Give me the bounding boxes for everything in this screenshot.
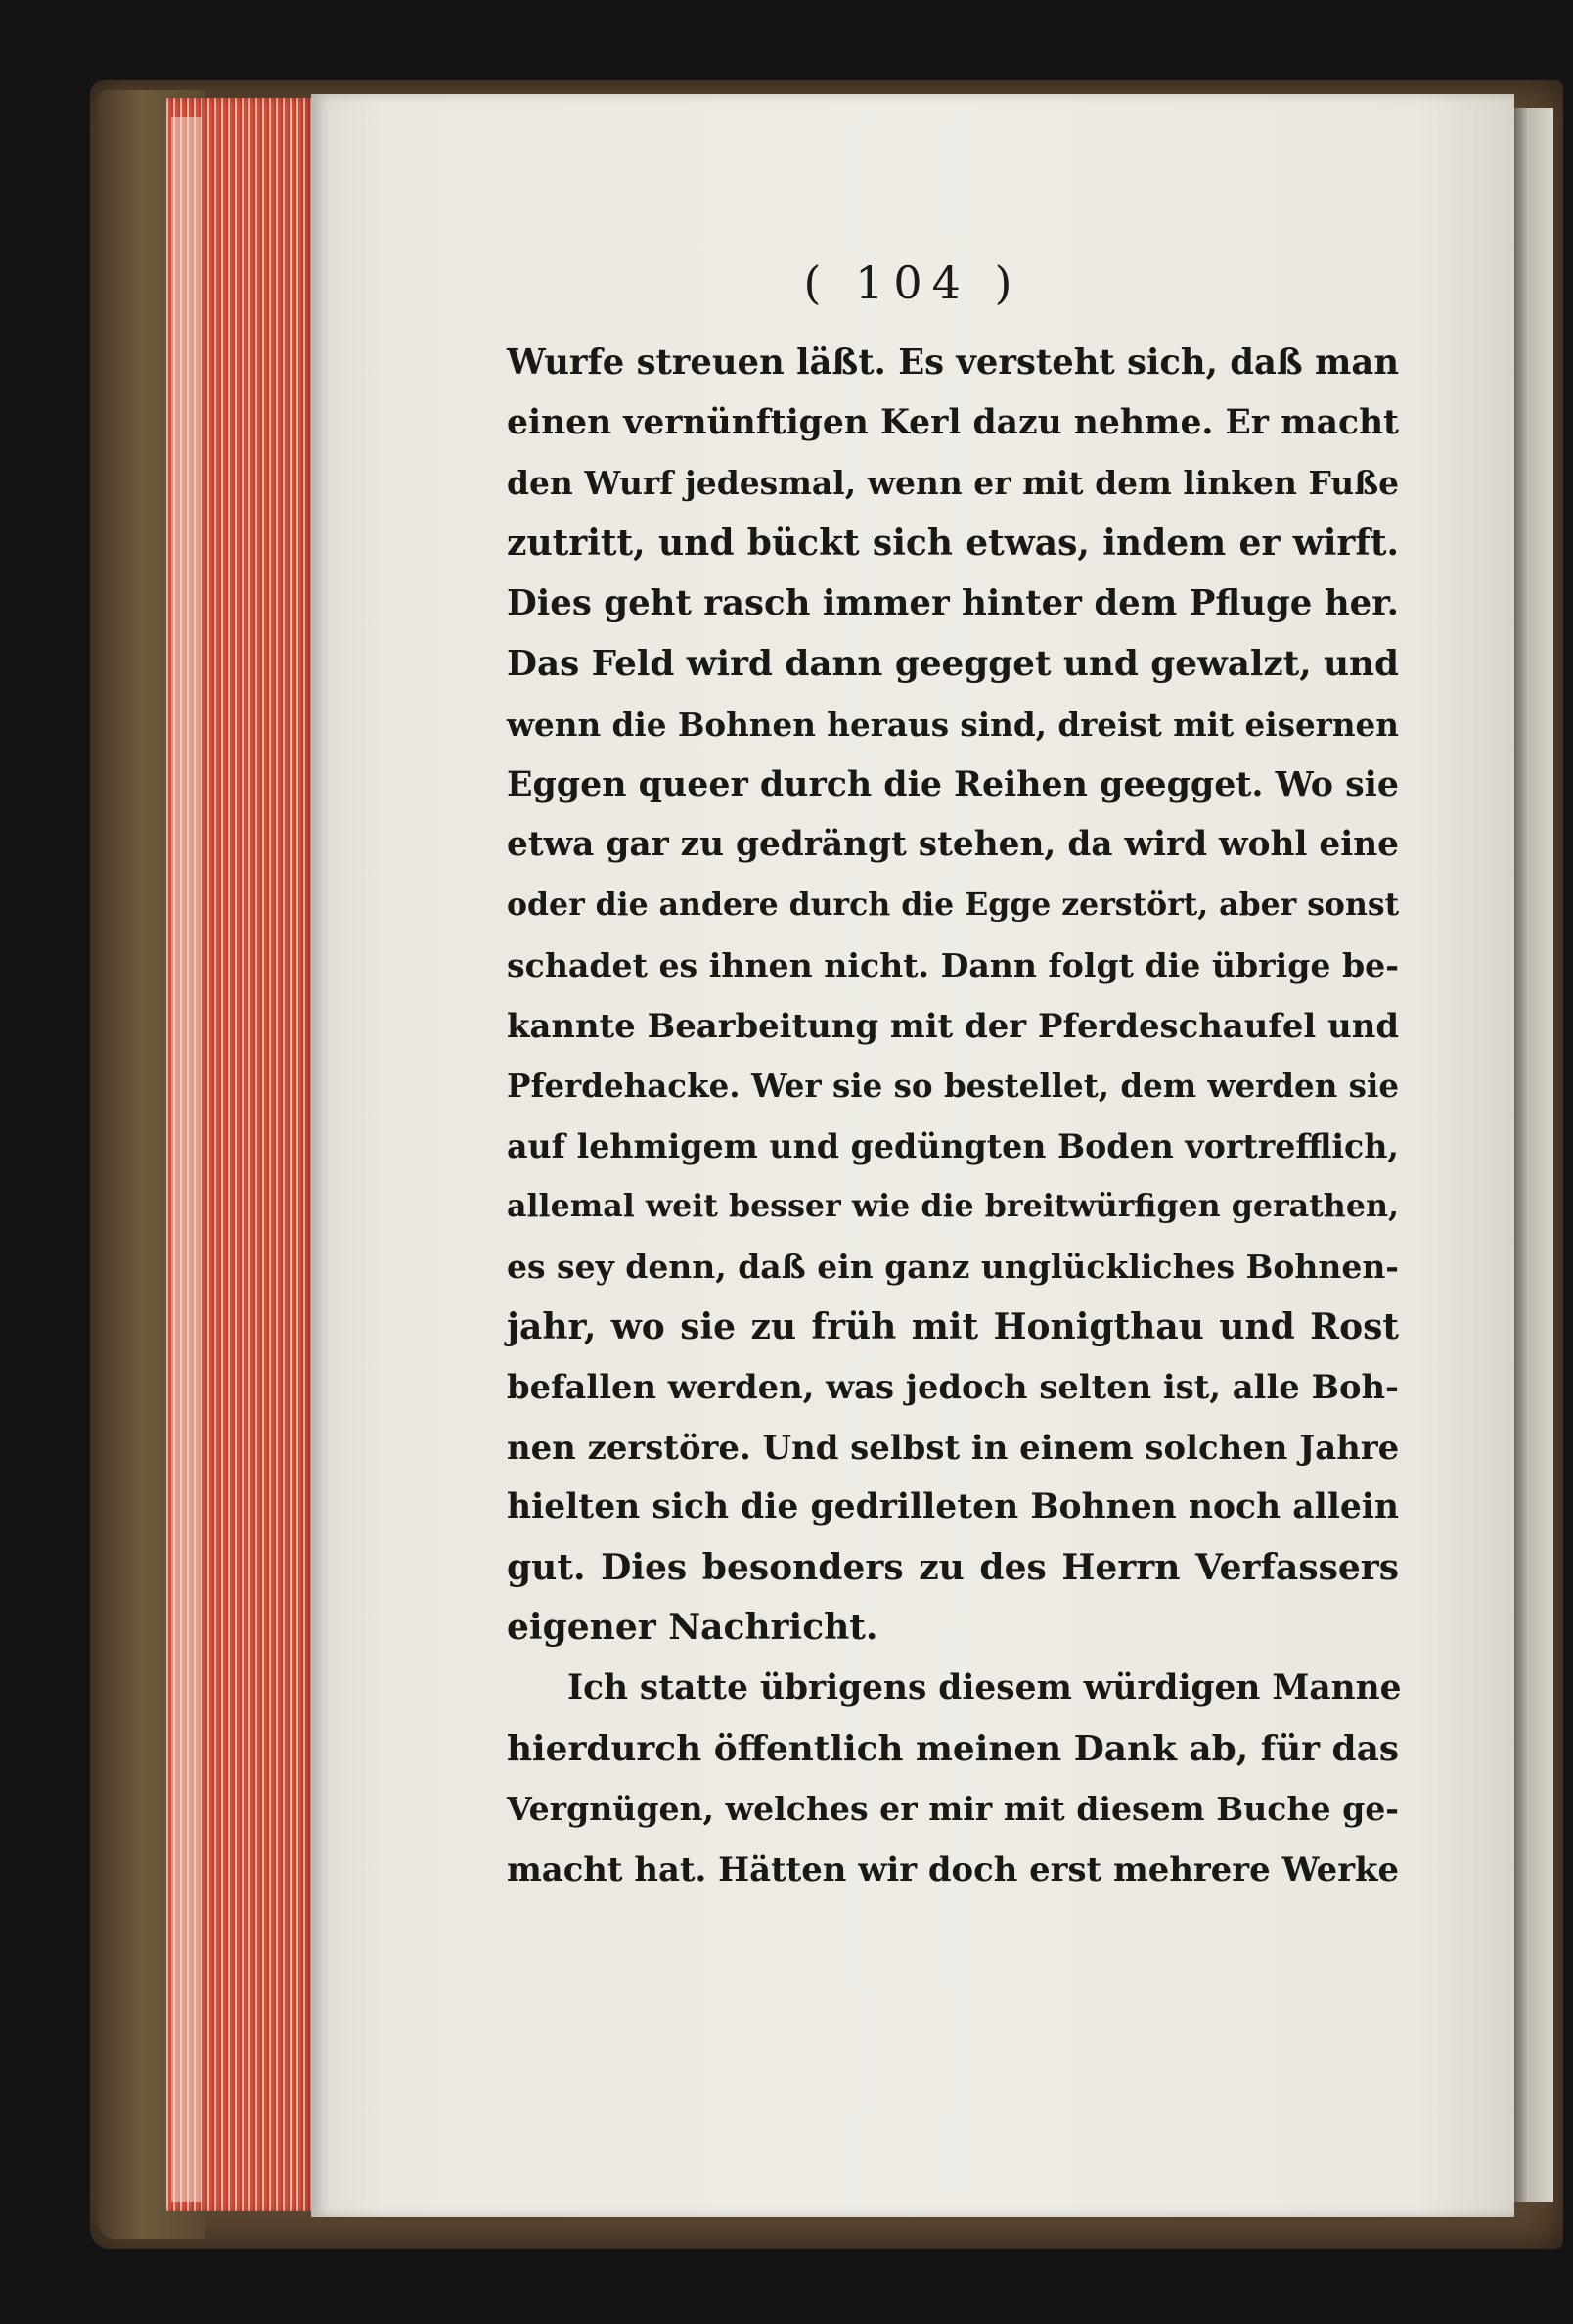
page-number: ( 104 ) [803, 256, 1022, 309]
text-line: Eggen queer durch die Reihen geegget. Wo sie [507, 764, 1399, 805]
page-text [507, 333, 1402, 1899]
text-line: hierdurch öffentlich meinen Dank ab, für das [507, 1727, 1399, 1769]
facing-page-edge [1514, 108, 1553, 2202]
text-line: es sey denn, daß ein ganz unglückliches Bohnen- [507, 1247, 1399, 1286]
text-line: macht hat. Hätten wir doch erst mehrere Werke [507, 1848, 1399, 1889]
text-line: befallen werden, was jedoch selten ist, alle Boh- [507, 1367, 1400, 1407]
text-line: Das Feld wird dann geegget und gewalzt, und [507, 642, 1399, 684]
text-line: kannte Bearbeitung mit der Pferdeschaufel und [507, 1005, 1399, 1045]
text-line: etwa gar zu gedrängt stehen, da wird wohl eine [507, 824, 1399, 864]
text-line: nen zerstöre. Und selbst in einem solchen Jahre [507, 1427, 1400, 1467]
text-line: wenn die Bohnen heraus sind, dreist mit eisernen [507, 705, 1399, 744]
text-line: schadet es ihnen nicht. Dann folgt die übrige be- [507, 945, 1399, 984]
text-line: den Wurf jedesmal, wenn er mit dem linken Fuße [507, 464, 1399, 503]
text-line: Vergnügen, welches er mir mit diesem Buche ge- [507, 1790, 1399, 1829]
text-line: Pferdehacke. Wer sie so bestellet, dem werden sie [507, 1067, 1399, 1106]
text-line: Wurfe streuen läßt. Es versteht sich, daß man [507, 342, 1399, 383]
text-line: jahr, wo sie zu früh mit Honigthau und Rost [507, 1305, 1399, 1347]
text-line: Dies geht rasch immer hinter dem Pfluge her. [507, 583, 1399, 624]
page-edges-highlight [171, 117, 201, 2202]
text-line: allemal weit besser wie die breitwürfigen gerathen, [507, 1188, 1399, 1225]
text-line: gut. Dies besonders zu des Herrn Verfassers [507, 1546, 1399, 1588]
text-line: Ich statte übrigens diesem würdigen Manne [567, 1668, 1402, 1709]
text-line: auf lehmigem und gedüngten Boden vortrefflich, [507, 1126, 1399, 1165]
text-line: einen vernünftigen Kerl dazu nehme. Er macht [507, 402, 1399, 442]
text-line: zutritt, und bückt sich etwas, indem er wirft. [507, 522, 1399, 564]
text-line: hielten sich die gedrilleten Bohnen noch allein [507, 1487, 1399, 1527]
text-line: eigener Nachricht. [507, 1607, 878, 1649]
text-line: oder die andere durch die Egge zerstört, aber sonst [507, 887, 1400, 924]
